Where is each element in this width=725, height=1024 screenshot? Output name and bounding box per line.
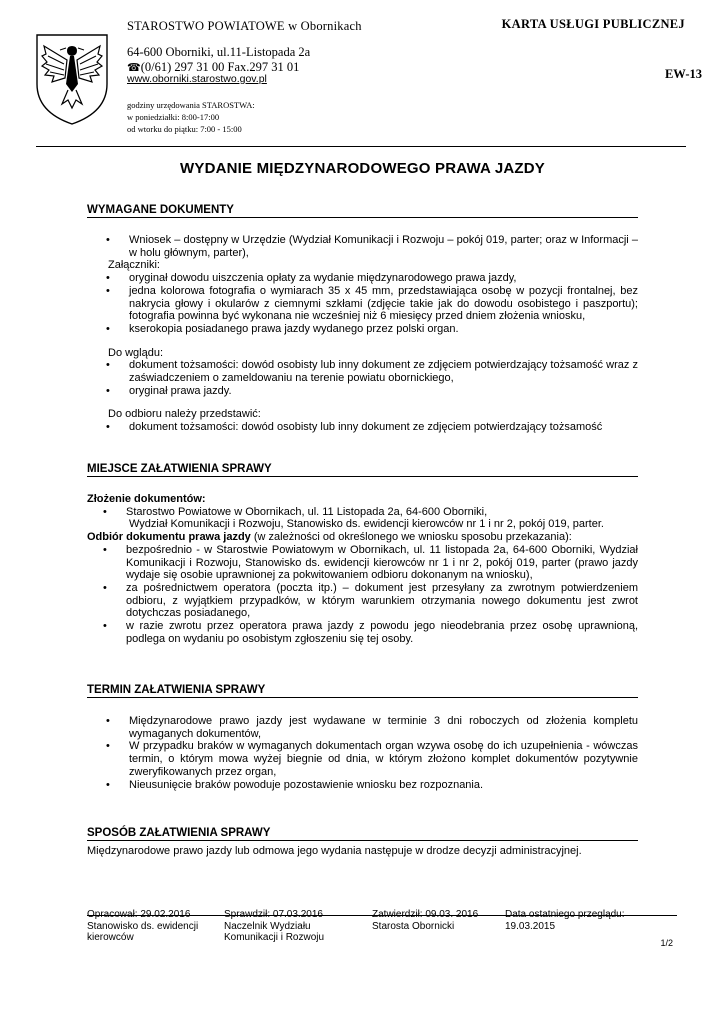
footer-divider <box>87 915 677 916</box>
list-item: • W przypadku braków w wymaganych dokumentach organ wzywa osobę do ich uzupełnienia - wówczas termin, o którym mowa wyżej biegnie od dnia, w którym złożono komplet dokumentów pozytywnie zweryfikowanych przez organ, <box>90 740 638 778</box>
section-heading-method: SPOSÓB ZAŁATWIENIA SPRAWY <box>87 827 638 841</box>
list-item: • w razie zwrotu przez operatora prawa jazdy z powodu jego nieodebrania przez osobę uprawnioną, podlega on wydaniu po osobistym zgłoszeniu się tej osoby. <box>87 620 638 645</box>
list-item: • dokument tożsamości: dowód osobisty lub inny dokument ze zdjęciem potwierdzający tożsamość <box>90 421 638 434</box>
list-item: • kserokopia posiadanego prawa jazdy wydanego przez polski organ. <box>90 323 638 336</box>
checked-date: Sprawdził: 07.03.2016 <box>224 909 323 920</box>
card-title: KARTA USŁUGI PUBLICZNEJ <box>501 17 685 31</box>
coat-of-arms-logo <box>34 32 110 126</box>
pickup-heading <box>87 531 638 544</box>
hours-title: godziny urzędowania STAROSTWA: <box>127 100 255 110</box>
section-documents-body <box>90 234 638 434</box>
section-deadline-body <box>90 715 638 791</box>
list-item: • za pośrednictwem operatora (poczta itp.) – dokument jest przesyłany za zwrotnym potwierdzeniem odbioru, z wyjątkiem przypadków, w którym warunkiem otrzymania nowego dokumentu jest zwrot dotychczas posiadanego, <box>87 582 638 620</box>
list-item: • dokument tożsamości: dowód osobisty lub inny dokument ze zdjęciem potwierdzający tożsamość wraz z zaświadczeniem o zameldowaniu na terenie powiatu obornickiego, <box>90 359 638 384</box>
section-place-body <box>87 493 638 645</box>
office-name: STAROSTWO POWIATOWE w Obornikach <box>127 19 362 33</box>
checked-by-line2: Komunikacji i Rozwoju <box>224 932 325 944</box>
list-item: • oryginał dowodu uiszczenia opłaty za wydanie międzynarodowego prawa jazdy, <box>90 272 638 285</box>
list-item: • Międzynarodowe prawo jazdy jest wydawane w terminie 3 dni roboczych od złożenia kompletu wymaganych dokumentów, <box>90 715 638 740</box>
section-heading-place: MIEJSCE ZAŁATWIENIA SPRAWY <box>87 463 638 477</box>
footer-approved <box>372 909 478 932</box>
list-item: • oryginał prawa jazdy. <box>90 385 638 398</box>
hours-tuesday-friday: od wtorku do piątku: 7:00 - 15:00 <box>127 124 242 134</box>
phone-icon: ☎ <box>127 62 141 74</box>
section-heading-documents: WYMAGANE DOKUMENTY <box>87 204 638 218</box>
attachments-label: Załączniki: <box>108 259 160 272</box>
phone-number: (0/61) 297 31 00 Fax.297 31 01 <box>140 60 300 74</box>
section-method-text: Międzynarodowe prawo jazdy lub odmowa jego wydania następuje w drodze decyzji administracyjnej. <box>87 845 582 857</box>
review-date: Data ostatniego przeglądu: 19.03.2015 <box>505 909 625 932</box>
prepared-by-line1: Stanowisko ds. ewidencji <box>87 920 199 932</box>
list-item: • bezpośrednio - w Starostwie Powiatowym w Obornikach, ul. 11 listopada 2a, 64-600 Oborniki, Wydział Komunikacji i Rozwoju, Stanowisko ds. ewidencji kierowców nr 1 i nr 2, pokój 019, parter (prawo jazdy wydaje się osobie uprawnionej za pokwitowaniem odbioru dokonanym na wniosku), <box>87 544 638 582</box>
pickup-label: Odbiór dokumentu prawa jazdy <box>87 531 251 544</box>
page-number: 1/2 <box>660 938 673 948</box>
approved-by: Starosta Obornicki <box>372 920 455 932</box>
approved-date: Zatwierdził: 09.03. 2016 <box>372 909 479 920</box>
submission-label: Złożenie dokumentów: <box>87 493 206 505</box>
hours-monday: w poniedziałki: 8:00-17:00 <box>127 112 220 122</box>
office-address: 64-600 Oborniki, ul.11-Listopada 2a <box>127 45 311 59</box>
list-item: • jedna kolorowa fotografia o wymiarach 35 x 45 mm, przedstawiająca osobę w pozycji frontalnej, bez nakrycia głowy i okularów z ciemnymi szkłami (zdjęcie takie jak do dowodu osobistego i paszportu); fotografia powinna być wykonana nie wcześniej niż 6 miesięcy przed dniem złożenia wniosku, <box>90 285 638 323</box>
office-website-link[interactable]: www.oborniki.starostwo.gov.pl <box>127 73 267 85</box>
section-heading-deadline: TERMIN ZAŁATWIENIA SPRAWY <box>87 684 638 698</box>
submission-detail: Wydział Komunikacji i Rozwoju, Stanowisko ds. ewidencji kierowców nr 1 i nr 2, pokój 019, parter. <box>129 518 604 531</box>
card-code: EW-13 <box>664 67 702 81</box>
prepared-date: Opracował: 29.02.2016 <box>87 909 191 920</box>
collection-label: Do odbioru należy przedstawić: <box>108 408 261 421</box>
checked-by-line1: Naczelnik Wydziału <box>224 920 311 932</box>
document-title: WYDANIE MIĘDZYNARODOWEGO PRAWA JAZDY <box>180 160 545 177</box>
office-hours <box>127 99 255 135</box>
list-item: • Starostwo Powiatowe w Obornikach, ul. 11 Listopada 2a, 64-600 Oborniki, <box>87 506 638 519</box>
prepared-by-line2: kierowców <box>87 932 134 944</box>
pickup-note: (w zależności od określonego we wniosku sposobu przekazania): <box>250 531 572 544</box>
list-item: • Nieusunięcie braków powoduje pozostawienie wniosku bez rozpoznania. <box>90 779 638 792</box>
list-item: • Wniosek – dostępny w Urzędzie (Wydział Komunikacji i Rozwoju – pokój 019, parter; oraz w Informacji – w holu głównym, parter), <box>90 234 638 259</box>
footer-review <box>505 909 677 932</box>
header-divider <box>36 146 686 147</box>
inspection-label: Do wglądu: <box>108 346 164 359</box>
